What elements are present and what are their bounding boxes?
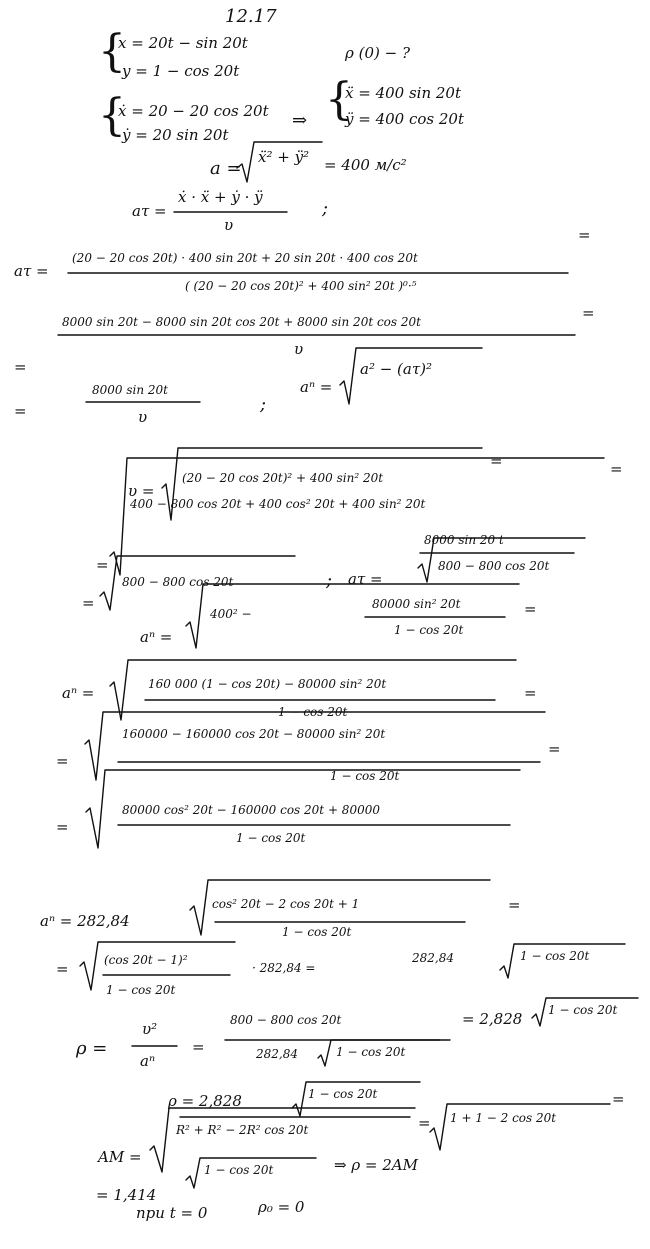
an3-den: 1 − cos 20t xyxy=(330,769,400,783)
atau2-lhs: aτ = xyxy=(14,262,49,280)
system-brace-3: { xyxy=(325,74,353,125)
eq-ay: ÿ = 400 cos 20t xyxy=(345,110,464,128)
radical-an3 xyxy=(85,712,545,783)
an3-num: 160000 − 160000 cos 20t − 80000 sin² 20t xyxy=(122,727,386,741)
an4-num: 80000 cos² 20t − 160000 cos 20t + 80000 xyxy=(122,803,380,817)
system-brace-1: { xyxy=(98,26,126,77)
rho-lhs: ρ = xyxy=(76,1038,108,1059)
eq-sign-7: = xyxy=(610,460,623,478)
find-rho: ρ (0) − ? xyxy=(345,44,410,62)
rho-den2: 282,84 xyxy=(256,1047,298,1061)
an2-num: 160 000 (1 − cos 20t) − 80000 sin² 20t xyxy=(148,677,387,691)
rho-num2: 800 − 800 cos 20t xyxy=(230,1013,342,1027)
eq-sign-5: = xyxy=(490,452,503,470)
eq-sign-8: = xyxy=(82,594,95,612)
an4-den: 1 − cos 20t xyxy=(236,831,306,845)
eq-y: y = 1 − cos 20t xyxy=(122,62,240,80)
an5-num: cos² 20t − 2 cos 20t + 1 xyxy=(212,897,360,911)
rho-rhs-radicand: 1 − cos 20t xyxy=(548,1003,618,1017)
an1-den: 1 − cos 20t xyxy=(394,623,464,637)
a-lhs: a = xyxy=(210,158,242,179)
rho-den2-radicand: 1 − cos 20t xyxy=(336,1045,406,1059)
at3-lhs: aτ = xyxy=(348,570,383,588)
rho-num1: υ² xyxy=(142,1020,158,1038)
at3-num: 8000 sin 20 t xyxy=(424,533,504,547)
eq-ax: ẍ = 400 sin 20t xyxy=(345,84,462,102)
rho2-lhs: ρ = 2,828 xyxy=(168,1092,242,1110)
eq-vy: ẏ = 20 sin 20t xyxy=(122,126,229,144)
final-result: ρ₀ = 0 xyxy=(258,1198,305,1216)
atau-lhs: aτ = xyxy=(132,202,167,220)
am-mid: = xyxy=(418,1114,431,1132)
eq-vx: ẋ = 20 − 20 cos 20t xyxy=(118,102,269,120)
problem-number: 12.17 xyxy=(225,6,277,27)
an6-radicand: 1 − cos 20t xyxy=(520,949,590,963)
an1-a: 400² − xyxy=(210,607,252,621)
an2-lhs: aⁿ = xyxy=(62,684,95,702)
semicolon-2: ; xyxy=(260,394,267,415)
am-radicand: R² + R² − 2R² cos 20t xyxy=(176,1123,309,1137)
a-radicand: ẍ² + ÿ² xyxy=(258,148,310,166)
eq-sign-6: = xyxy=(96,556,109,574)
implies-arrow: ⇒ xyxy=(292,110,308,131)
an1-lhs: aⁿ = xyxy=(140,628,173,646)
am-conclusion: ⇒ ρ = 2AM xyxy=(334,1156,418,1174)
atau2-num: (20 − 20 cos 20t) · 400 sin 20t + 20 sin 20t · 400 cos 20t xyxy=(72,251,418,265)
at3-den-radicand: 800 − 800 cos 20t xyxy=(438,559,550,573)
final-condition: при t = 0 xyxy=(136,1204,208,1222)
an6-num: (cos 20t − 1)² xyxy=(104,953,188,967)
line4-num: 8000 sin 20t − 8000 sin 20t cos 20t + 8000 sin 20t cos 20t xyxy=(62,315,421,329)
v3-radicand: 800 − 800 cos 20t xyxy=(122,575,234,589)
eq-sign-3: = xyxy=(582,304,595,322)
eq-sign-4: = xyxy=(14,402,27,420)
atau2-den: ( (20 − 20 cos 20t)² + 400 sin² 20t )⁰·⁵ xyxy=(185,279,417,293)
v-radicand: (20 − 20 cos 20t)² + 400 sin² 20t xyxy=(182,471,384,485)
eq-sign-14: = xyxy=(508,896,521,914)
an-def-lhs: aⁿ = xyxy=(300,378,333,396)
eq-sign-1: = xyxy=(578,226,591,244)
rho-den1: aⁿ xyxy=(140,1052,156,1070)
eq-sign-2: = xyxy=(14,358,27,376)
semicolon-1: ; xyxy=(322,198,329,219)
an-def-radicand: a² − (aτ)² xyxy=(360,360,433,378)
am-eq2-sign: = 1,414 xyxy=(96,1186,157,1204)
an5-den: 1 − cos 20t xyxy=(282,925,352,939)
rho-rhs: = 2,828 xyxy=(462,1010,523,1028)
eq-sign-16: = xyxy=(192,1038,205,1056)
semicolon-3: ; xyxy=(326,570,333,591)
eq-x: x = 20t − sin 20t xyxy=(118,34,248,52)
eq-sign-13: = xyxy=(56,818,69,836)
eq-sign-9: = xyxy=(524,600,537,618)
system-brace-2: { xyxy=(98,90,126,141)
v2-radicand: 400 − 800 cos 20t + 400 cos² 20t + 400 sin² 20t xyxy=(130,497,426,511)
eq-sign-17: = xyxy=(612,1090,625,1108)
atau-num: ẋ · ẍ + ẏ · ÿ xyxy=(178,188,263,206)
an6-mid: · 282,84 = xyxy=(252,961,316,975)
v-lhs: υ = xyxy=(128,482,155,500)
an6-rhs: 282,84 xyxy=(412,951,454,965)
an1-num: 80000 sin² 20t xyxy=(372,597,461,611)
an2-den: 1 − cos 20t xyxy=(278,705,348,719)
am-radicand2: 1 + 1 − 2 cos 20t xyxy=(450,1111,557,1125)
line5-num: 8000 sin 20t xyxy=(92,383,168,397)
eq-sign-12: = xyxy=(548,740,561,758)
am-lhs: AM = xyxy=(98,1148,142,1166)
atau-den: υ xyxy=(224,216,234,234)
a-rhs: = 400 м/с² xyxy=(324,156,407,174)
line4-den: υ xyxy=(294,340,304,358)
eq-sign-10: = xyxy=(524,684,537,702)
an5-lhs: aⁿ = 282,84 xyxy=(40,912,130,930)
am-radicand3: 1 − cos 20t xyxy=(204,1163,274,1177)
rho2-radicand: 1 − cos 20t xyxy=(308,1087,378,1101)
line5-den: υ xyxy=(138,408,148,426)
an6-den: 1 − cos 20t xyxy=(106,983,176,997)
eq-sign-15: = xyxy=(56,960,69,978)
eq-sign-11: = xyxy=(56,752,69,770)
